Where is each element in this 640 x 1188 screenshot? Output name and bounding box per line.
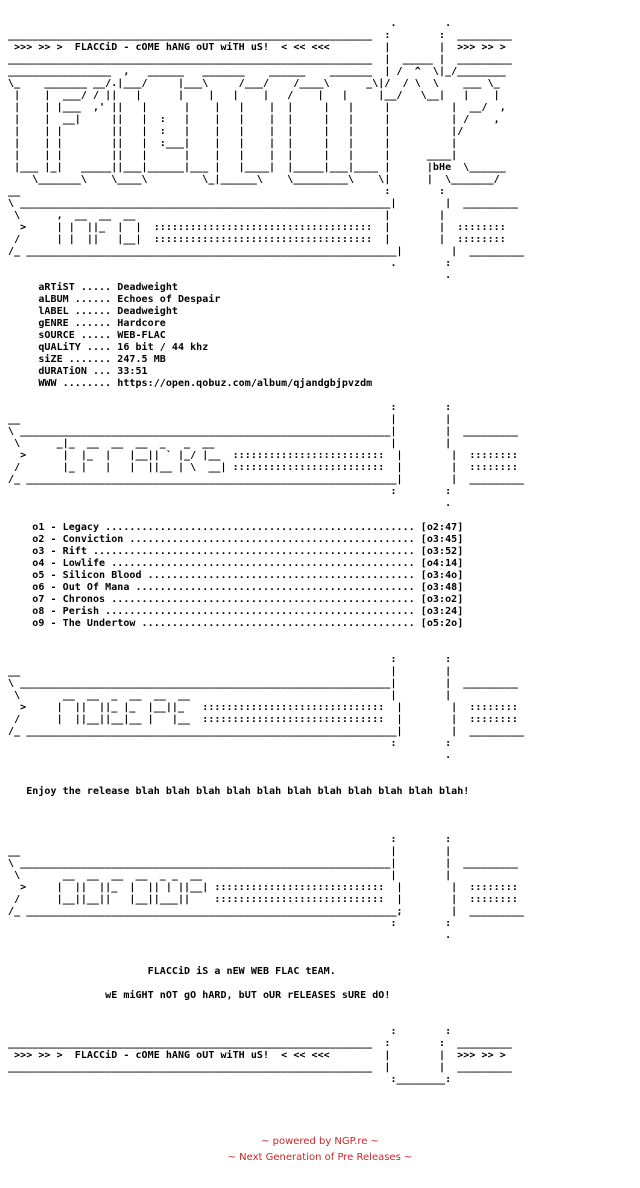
nfo-line: \ , __ __ __ | | [8, 210, 446, 221]
nfo-line: \ _____________________________________________________________| | _________ [8, 678, 518, 689]
nfo-line: . [8, 930, 452, 941]
nfo-line: gENRE ...... Hardcore [8, 318, 166, 329]
nfo-line: /_ _____________________________________________________________| | _________ [8, 246, 524, 257]
nfo-line [8, 762, 524, 774]
nfo-line: o2 - Conviction ............................................... [o3:45] [8, 534, 464, 545]
nfo-line [8, 630, 524, 642]
nfo-line: o3 - Rift ..................................................... [o3:52] [8, 546, 464, 557]
nfo-line: | | __| || | : | | | | | | | | | / , [8, 114, 500, 125]
nfo-line: ____________________________________________________________ | | _________ [8, 1062, 512, 1073]
nfo-line: | | | || | : | | | | | | | | |/ [8, 126, 464, 137]
nfo-line: o8 - Perish ................................................... [o3:24] [8, 606, 464, 617]
nfo-line: o9 - The Undertow ............................................. [o5:2o] [8, 618, 464, 629]
nfo-line [8, 978, 524, 990]
nfo-line [8, 774, 524, 786]
nfo-line: __ | | [8, 666, 452, 677]
nfo-line: / | | || |__| :::::::::::::::::::::::::::::::::::: | | :::::::: [8, 234, 506, 245]
nfo-line: ____________________________________________________________ : : _________ [8, 1038, 512, 1049]
nfo-line: dURATiON ... 33:51 [8, 366, 148, 377]
nfo-line: o7 - Chronos .................................................. [o3:o2] [8, 594, 464, 605]
nfo-line: . [8, 750, 452, 761]
nfo-line [8, 798, 524, 810]
nfo-line: wE miGHT nOT gO hARD, bUT oUR rELEASES sURE dO! [8, 990, 391, 1001]
nfo-line: > | || ||_ |_ |__||_ :::::::::::::::::::::::::::::: | | :::::::: [8, 702, 518, 713]
nfo-line: WWW ........ https://open.qobuz.com/album/qjandgbjpvzdm [8, 378, 373, 389]
nfo-line: >>> >> > FLACCiD - cOME hANG oUT wiTH uS! < << <<< | | >>> >> > [8, 1050, 506, 1061]
nfo-line: o6 - Out Of Mana .............................................. [o3:48] [8, 582, 464, 593]
nfo-line: \ _____________________________________________________________| | _________ [8, 198, 518, 209]
nfo-line [8, 942, 524, 954]
nfo-line: . [8, 270, 452, 281]
nfo-line: : : [8, 654, 452, 665]
nfo-line: __ : : [8, 186, 446, 197]
nfo-text [8, 18, 524, 1086]
nfo-line: : : [8, 918, 452, 929]
nfo-line: / |__||__|| |__||___|| :::::::::::::::::::::::::::: | | :::::::: [8, 894, 518, 905]
nfo-line: lABEL ...... Deadweight [8, 306, 178, 317]
nfo-line [8, 1014, 524, 1026]
nfo-line: FLACCiD iS a nEW WEB FLAC tEAM. [8, 966, 336, 977]
ngp-tagline-text: ~ Next Generation of Pre Releases ~ [227, 1152, 413, 1163]
nfo-line: > | | ||_ | | :::::::::::::::::::::::::::::::::::: | | :::::::: [8, 222, 506, 233]
nfo-line: / | ||__||__|__ | |__ :::::::::::::::::::::::::::::: | | :::::::: [8, 714, 518, 725]
nfo-line: . : [8, 258, 452, 269]
nfo-line: |___ |_| _____||___|______|___ | |____| |_____|___|____ | |bHe \______ [8, 162, 506, 173]
nfo-line: ____________________________________________________________ | _____ | _________ [8, 54, 512, 65]
nfo-line: o1 - Legacy ................................................... [o2:47] [8, 522, 464, 533]
nfo-line: : : [8, 486, 452, 497]
nfo-line: aLBUM ...... Echoes of Despair [8, 294, 221, 305]
nfo-line: | | |___ ,' || | | | | | | | | | | __/ , [8, 102, 506, 113]
nfo-line: aRTiST ..... Deadweight [8, 282, 178, 293]
nfo-line: siZE ....... 247.5 MB [8, 354, 166, 365]
nfo-line: __ | | [8, 414, 452, 425]
nfo-line: : : [8, 834, 452, 845]
powered-by-text: ~ powered by NGP.re ~ [261, 1136, 379, 1147]
nfo-line: : : [8, 738, 452, 749]
nfo-line [8, 642, 524, 654]
nfo-line: \ _|_ __ __ __ _ _ __ | | [8, 438, 452, 449]
nfo-line [8, 1002, 524, 1014]
nfo-line: | | | || | :___| | | | | | | | | [8, 138, 458, 149]
nfo-line: > | |_ | |__|| ` |_/ |__ ::::::::::::::::::::::::: | | :::::::: [8, 450, 518, 461]
nfo-line [8, 510, 524, 522]
nfo-line [8, 810, 524, 822]
nfo-line: :________: [8, 1074, 452, 1085]
nfo-line: o5 - Silicon Blood ............................................ [o3:4o] [8, 570, 464, 581]
nfo-line: . [8, 498, 452, 509]
nfo-line: ____________________________________________________________ : : _________ [8, 30, 512, 41]
nfo-line: \ __ __ __ __ _ _ __ | | [8, 870, 452, 881]
nfo-line: | | ___/ / || | | | | | / | | |__/ \__| | | [8, 90, 500, 101]
nfo-line: | | | || | | | | | | | | | ____| [8, 150, 458, 161]
nfo-line: Enjoy the release blah blah blah blah blah blah blah blah blah blah blah! [8, 786, 470, 797]
nfo-line: \_______\ \____\ \_|______\ \_________\ \| | \_______/ [8, 174, 500, 185]
nfo-line: __ | | [8, 846, 452, 857]
nfo-line [8, 390, 524, 402]
nfo-line: qUALiTY .... 16 bit / 44 khz [8, 342, 209, 353]
nfo-line: \_ _______ __/.|___/ |___\ /___/ /____\ _\|/ / \ \ ___ \_ [8, 78, 500, 89]
nfo-line: /_ _____________________________________________________________; | _________ [8, 906, 524, 917]
nfo-line: : : [8, 402, 452, 413]
nfo-line: sOURCE ..... WEB-FLAC [8, 330, 166, 341]
nfo-line [8, 822, 524, 834]
nfo-line: _________________ , ______ _______ ______ _______ | / ^ \|_/________ [8, 66, 506, 77]
nfo-line: \ __ __ _ __ __ __ | | [8, 690, 452, 701]
nfo-line: >>> >> > FLACCiD - cOME hANG oUT wiTH uS! < << <<< | | >>> >> > [8, 42, 506, 53]
nfo-line: : : [8, 1026, 452, 1037]
nfo-line: > | || ||_ | || | ||__| :::::::::::::::::::::::::::: | | :::::::: [8, 882, 518, 893]
nfo-line: / |_ | | | ||__ | \ __| ::::::::::::::::::::::::: | | :::::::: [8, 462, 518, 473]
nfo-line: . . [8, 18, 452, 29]
nfo-line: /_ _____________________________________________________________| | _________ [8, 474, 524, 485]
nfo-line: \ _____________________________________________________________| | _________ [8, 858, 518, 869]
nfo-line: \ _____________________________________________________________| | _________ [8, 426, 518, 437]
nfo-line: o4 - Lowlife .................................................. [o4:14] [8, 558, 464, 569]
nfo-line: /_ _____________________________________________________________| | _________ [8, 726, 524, 737]
nfo-line [8, 954, 524, 966]
